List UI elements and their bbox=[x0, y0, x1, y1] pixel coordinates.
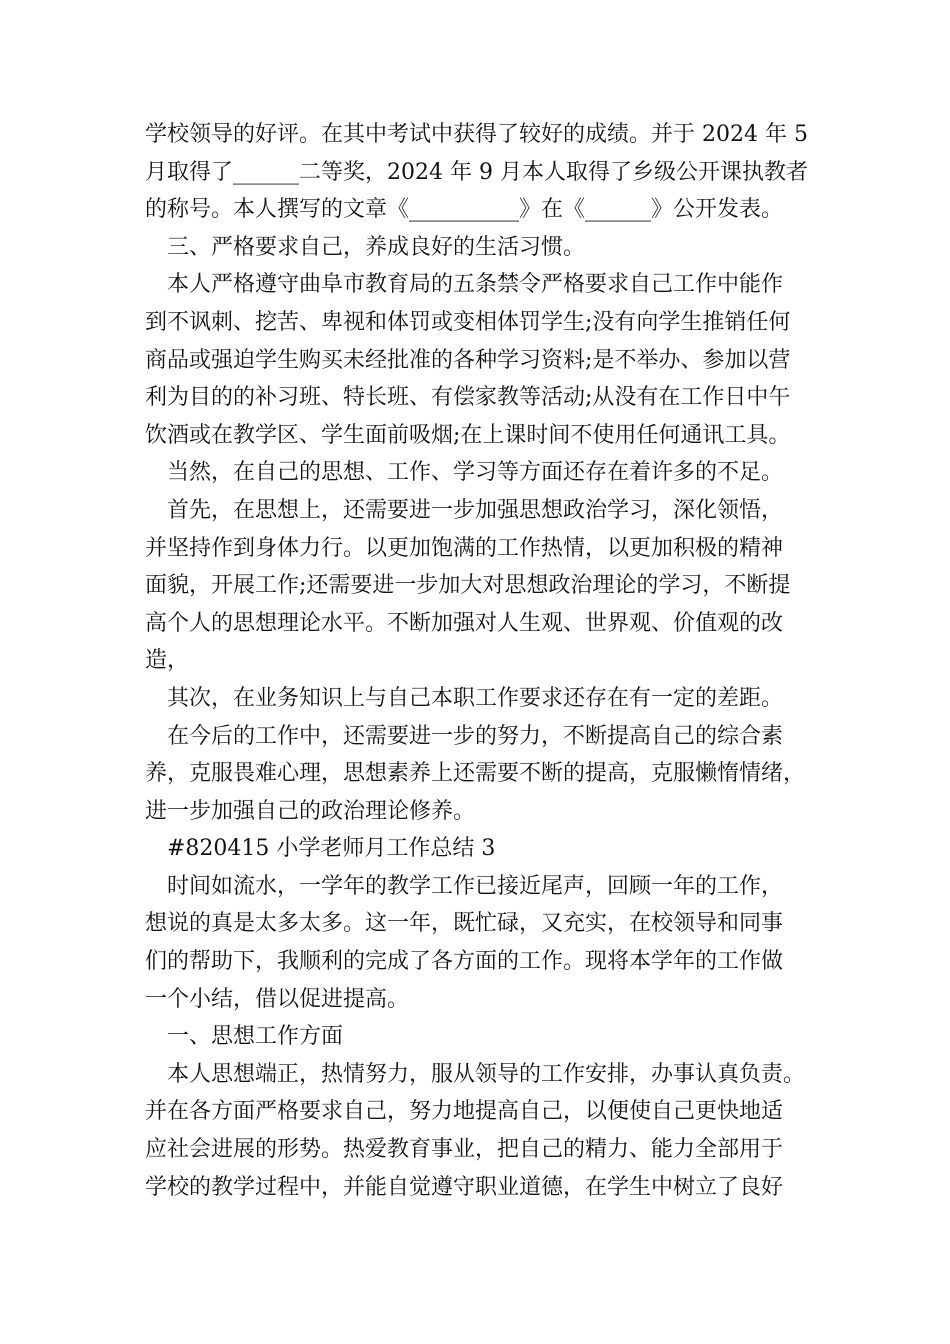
text-line: 一个小结，借以促进提高。 bbox=[145, 986, 410, 1012]
text-line: 学校的教学过程中，并能自觉遵守职业道德，在学生中树立了良好 bbox=[145, 1174, 784, 1200]
text-line: 的称号。本人撰写的文章《__________》在《______》公开发表。 bbox=[145, 197, 784, 223]
text-line: 并坚持作到身体力行。以更加饱满的工作热情，以更加积极的精神 bbox=[145, 535, 784, 561]
text-line: 饮酒或在教学区、学生面前吸烟;在上课时间不使用任何通讯工具。 bbox=[145, 422, 791, 448]
text-line: 到不讽刺、挖苦、卑视和体罚或变相体罚学生;没有向学生推销任何 bbox=[145, 309, 791, 335]
document-body bbox=[145, 116, 835, 1206]
text-line: #820415 小学老师月工作总结 3 bbox=[167, 836, 496, 862]
text-line: 本人思想端正，热情努力，服从领导的工作安排，办事认真负责。 bbox=[167, 1061, 806, 1087]
text-line: 面貌，开展工作;还需要进一步加大对思想政治理论的学习，不断提 bbox=[145, 573, 791, 599]
text-line: 应社会进展的形势。热爱教育事业，把自己的精力、能力全部用于 bbox=[145, 1137, 784, 1163]
text-line: 月取得了______二等奖，2024 年 9 月本人取得了乡级公开课执教者 bbox=[145, 159, 808, 185]
text-line: 时间如流水，一学年的教学工作已接近尾声，回顾一年的工作， bbox=[167, 873, 784, 899]
text-line: 并在各方面严格要求自己，努力地提高自己，以便使自己更快地适 bbox=[145, 1099, 784, 1125]
text-line: 商品或强迫学生购买未经批准的各种学习资料;是不举办、参加以营 bbox=[145, 347, 791, 373]
text-line: 当然，在自己的思想、工作、学习等方面还存在着许多的不足。 bbox=[167, 460, 784, 486]
text-line: 养，克服畏难心理，思想素养上还需要不断的提高，克服懒惰情绪， bbox=[145, 761, 806, 787]
text-line: 其次，在业务知识上与自己本职工作要求还存在有一定的差距。 bbox=[167, 685, 784, 711]
text-line: 首先，在思想上，还需要进一步加强思想政治学习，深化领悟， bbox=[167, 497, 784, 523]
text-line: 们的帮助下，我顺利的完成了各方面的工作。现将本学年的工作做 bbox=[145, 949, 784, 975]
text-line: 进一步加强自己的政治理论修养。 bbox=[145, 798, 476, 824]
text-line: 一、思想工作方面 bbox=[167, 1024, 344, 1050]
text-line: 造， bbox=[145, 648, 190, 674]
text-line: 学校领导的好评。在其中考试中获得了较好的成绩。并于 2024 年 5 bbox=[145, 122, 808, 147]
text-line: 在今后的工作中，还需要进一步的努力，不断提高自己的综合素 bbox=[167, 723, 784, 749]
text-line: 利为目的的补习班、特长班、有偿家教等活动;从没有在工作日中午 bbox=[145, 385, 791, 411]
text-line: 高个人的思想理论水平。不断加强对人生观、世界观、价值观的改 bbox=[145, 610, 784, 636]
text-line: 本人严格遵守曲阜市教育局的五条禁令严格要求自己工作中能作 bbox=[167, 272, 784, 298]
text-line: 想说的真是太多太多。这一年，既忙碌，又充实，在校领导和同事 bbox=[145, 911, 784, 937]
text-line: 三、严格要求自己，养成良好的生活习惯。 bbox=[167, 234, 586, 260]
